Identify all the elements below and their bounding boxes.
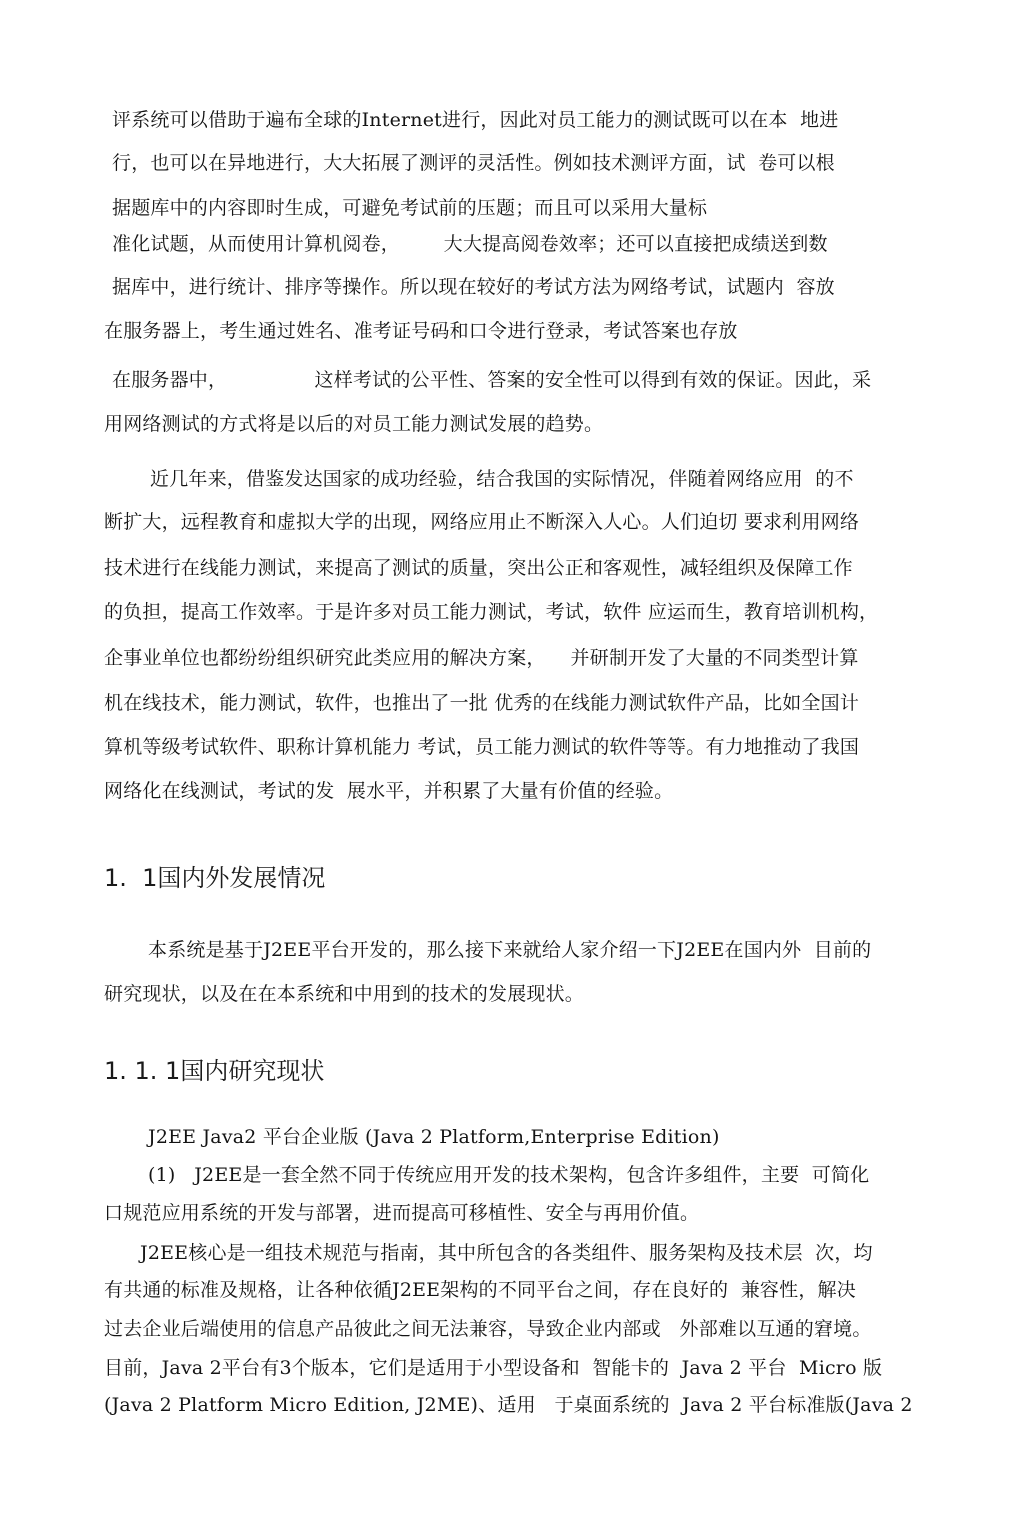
text-line: 口规范应用系统的开发与部署，进而提高可移植性、安全与再用价值。	[104, 1202, 700, 1224]
text-line: 企事业单位也都纷纷组织研究此类应用的解决方案， 并研制开发了大量的不同类型计算	[104, 647, 859, 669]
text-line: 在服务器上，考生通过姓名、准考证号码和口令进行登录，考试答案也存放	[104, 320, 738, 342]
text-line: 评系统可以借助于遍布全球的Internet进行，因此对员工能力的测试既可以在本 地进	[112, 109, 839, 131]
text-line: 过去企业后端使用的信息产品彼此之间无法兼容，导致企业内部或 外部难以互通的窘境。	[104, 1318, 872, 1340]
text-line: 在服务器中， 这样考试的公平性、答案的安全性可以得到有效的保证。因此，采	[112, 369, 872, 391]
text-line: 本系统是基于J2EE平台开发的，那么接下来就给人家介绍一下J2EE在国内外 目前的	[148, 939, 872, 961]
text-line: 断扩大，远程教育和虚拟大学的出现，网络应用止不断深入人心。人们迫切 要求利用网络	[104, 511, 860, 533]
text-line: 研究现状，以及在在本系统和中用到的技术的发展现状。	[104, 983, 585, 1005]
text-line: 有共通的标准及规格，让各种依循J2EE架构的不同平台之间，存在良好的 兼容性，解决	[104, 1279, 856, 1301]
subsection-heading: 1. 1. 1国内研究现状	[104, 1057, 325, 1085]
section-heading: 1. 1国内外发展情况	[104, 864, 326, 892]
text-line: 准化试题，从而使用计算机阅卷， 大大提高阅卷效率；还可以直接把成绩送到数	[112, 233, 828, 255]
text-line: 据题库中的内容即时生成，可避免考试前的压题；而且可以采用大量标	[112, 197, 708, 219]
text-line: 近几年来，借鉴发达国家的成功经验，结合我国的实际情况，伴随着网络应用 的不	[150, 468, 854, 490]
text-line: (Java 2 Platform Micro Edition, J2ME)、适用 于桌面系统的 Java 2 平台标准版(Java 2	[104, 1394, 913, 1416]
text-line: J2EE Java2 平台企业版 (Java 2 Platform,Enterprise Edition)	[148, 1126, 720, 1148]
text-line: J2EE核心是一组技术规范与指南，其中所包含的各类组件、服务架构及技术层 次，均	[140, 1242, 873, 1264]
text-line: 网络化在线测试，考试的发 展水平，并积累了大量有价值的经验。	[104, 780, 674, 802]
text-line: 的负担，提高工作效率。于是许多对员工能力测试，考试，软件 应运而生，教育培训机构，	[104, 601, 879, 623]
text-line: 目前，Java 2平台有3个版本，它们是适用于小型设备和 智能卡的 Java 2 平台 Micro 版	[104, 1357, 883, 1379]
text-line: 用网络测试的方式将是以后的对员工能力测试发展的趋势。	[104, 413, 604, 435]
text-line: 行，也可以在异地进行，大大拓展了测评的灵活性。例如技术测评方面，试 卷可以根	[112, 152, 835, 174]
text-line: 算机等级考试软件、职称计算机能力 考试，员工能力测试的软件等等。有力地推动了我国	[104, 736, 860, 758]
text-line: 机在线技术，能力测试，软件，也推出了一批 优秀的在线能力测试软件产品，比如全国计	[104, 692, 860, 714]
text-line: (1) J2EE是一套全然不同于传统应用开发的技术架构，包含许多组件，主要 可简化	[148, 1164, 870, 1186]
text-line: 据库中，进行统计、排序等操作。所以现在较好的考试方法为网络考试，试题内 容放	[112, 276, 835, 298]
text-line: 技术进行在线能力测试，来提高了测试的质量，突出公正和客观性，减轻组织及保障工作	[104, 557, 853, 579]
